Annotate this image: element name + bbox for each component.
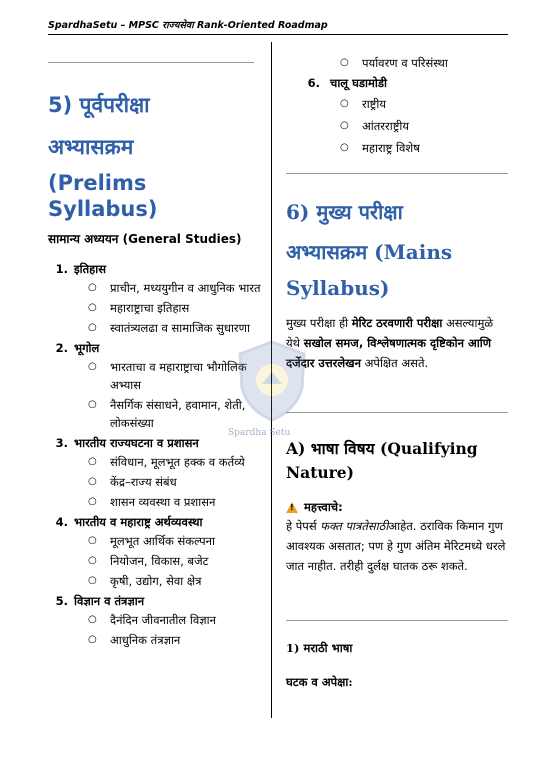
section-rule <box>286 412 508 413</box>
page-header: SpardhaSetu – MPSC राज्यसेवा Rank-Oriented Roadmap <box>48 18 508 35</box>
bullet-icon: ○ <box>88 361 97 372</box>
topic-item <box>48 262 263 337</box>
list-item: ○ भारताचा व महाराष्ट्राचा भौगोलिक अभ्यास <box>88 360 247 392</box>
list-item: ○ मूलभूत आर्थिक संकल्पना <box>88 534 215 548</box>
watermark-shield-icon <box>236 340 308 422</box>
prelims-heading-line1: 5) पूर्वपरीक्षा <box>48 93 150 117</box>
topic-title: 3. भारतीय राज्यघटना व प्रशासन <box>55 436 199 450</box>
bullet-icon: ○ <box>88 614 97 625</box>
mains-heading-line3: Syllabus) <box>286 276 390 300</box>
list-item: ○ नैसर्गिक संसाधने, हवामान, शेती, लोकसंख्या <box>88 398 246 430</box>
prelims-heading-line4: Syllabus) <box>48 197 158 221</box>
bullet-icon: ○ <box>340 120 349 131</box>
section-rule <box>48 62 254 63</box>
watermark-text: Spardha Setu <box>228 428 291 438</box>
mains-heading-line2: अभ्यासक्रम (Mains <box>286 240 453 264</box>
warning-icon <box>286 502 298 513</box>
sub-heading-marathi: 1) मराठी भाषा <box>286 641 353 655</box>
list-item: ○ शासन व्यवस्था व प्रशासन <box>88 495 216 509</box>
topic-sublist <box>48 279 263 337</box>
topic-sublist <box>48 453 263 511</box>
bullet-icon: ○ <box>88 322 97 333</box>
bullet-icon: ○ <box>88 399 97 410</box>
list-item: ○ आंतरराष्ट्रीय <box>340 119 410 133</box>
topic-title: 1. इतिहास <box>55 262 107 276</box>
topic-item <box>48 515 263 590</box>
important-note: हे पेपर्स फक्त पात्रतेसाठीआहेत. ठराविक किमान गुण आवश्यक असतात; पण हे गुण अंतिम मेरिटमध्ये धरले जात नाहीत. तरीही दुर्लक्ष घातक ठरू शकते. <box>286 519 506 573</box>
list-item: ○ स्वातंत्र्यलढा व सामाजिक सुधारणा <box>88 321 250 335</box>
list-item: ○ केंद्र–राज्य संबंध <box>88 475 177 489</box>
topic-item <box>48 341 263 432</box>
bullet-icon: ○ <box>88 302 97 313</box>
bullet-icon: ○ <box>88 456 97 467</box>
bullet-icon: ○ <box>340 57 349 68</box>
section-a-heading: A) भाषा विषय (Qualifying Nature) <box>286 439 478 482</box>
mains-heading <box>286 195 452 305</box>
bullet-icon: ○ <box>340 98 349 109</box>
list-item: ○ दैनंदिन जीवनातील विज्ञान <box>88 613 216 627</box>
mains-intro: मुख्य परीक्षा ही मेरिट ठरवणारी परीक्षा असल्यामुळे येथे सखोल समज, विश्लेषणात्मक दृष्टिकोन आणि दर्जेदार उत्तरलेखन अपेक्षित असते. <box>286 316 494 370</box>
topic-title: 5. विज्ञान व तंत्रज्ञान <box>55 594 145 608</box>
topic-sublist <box>48 532 263 590</box>
bullet-icon: ○ <box>88 555 97 566</box>
list-item: ○ कृषी, उद्योग, सेवा क्षेत्र <box>88 574 202 588</box>
list-item: ○ आधुनिक तंत्रज्ञान <box>88 633 181 647</box>
topic-sublist <box>48 611 263 649</box>
mains-heading-line1: 6) मुख्य परीक्षा <box>286 200 403 224</box>
list-item: ○ महाराष्ट्र विशेष <box>340 141 420 155</box>
prelims-heading-line3: (Prelims <box>48 171 147 195</box>
list-item: ○ संविधान, मूलभूत हक्क व कर्तव्ये <box>88 455 245 469</box>
list-item: ○ पर्यावरण व परिसंस्था <box>340 56 448 70</box>
section-rule <box>286 620 508 621</box>
gs-title: सामान्य अध्ययन (General Studies) <box>48 232 242 246</box>
bullet-icon: ○ <box>88 476 97 487</box>
prelims-topic-list <box>48 262 263 651</box>
topic-title: 2. भूगोल <box>55 341 100 355</box>
list-item: ○ प्राचीन, मध्ययुगीन व आधुनिक भारत <box>88 281 261 295</box>
right-list <box>300 50 530 161</box>
prelims-heading-line2: अभ्यासक्रम <box>48 135 134 159</box>
topic-sublist <box>48 358 263 432</box>
topic-item <box>48 594 263 649</box>
bullet-icon: ○ <box>88 282 97 293</box>
sub-heading-components: घटक व अपेक्षा: <box>286 675 353 689</box>
topic-item <box>48 436 263 511</box>
list-item: ○ महाराष्ट्राचा इतिहास <box>88 301 190 315</box>
bullet-icon: ○ <box>88 535 97 546</box>
bullet-icon: ○ <box>88 634 97 645</box>
list-item: ○ नियोजन, विकास, बजेट <box>88 554 209 568</box>
topic-title: 4. भारतीय व महाराष्ट्र अर्थव्यवस्था <box>55 515 203 529</box>
topic-6-title: 6. चालू घडामोडी <box>307 76 388 90</box>
bullet-icon: ○ <box>88 575 97 586</box>
list-item: ○ राष्ट्रीय <box>340 97 387 111</box>
section-rule <box>286 173 508 174</box>
important-label-row: ! महत्त्वाचे: <box>286 500 343 515</box>
bullet-icon: ○ <box>88 496 97 507</box>
prelims-heading <box>48 88 157 222</box>
bullet-icon: ○ <box>340 142 349 153</box>
